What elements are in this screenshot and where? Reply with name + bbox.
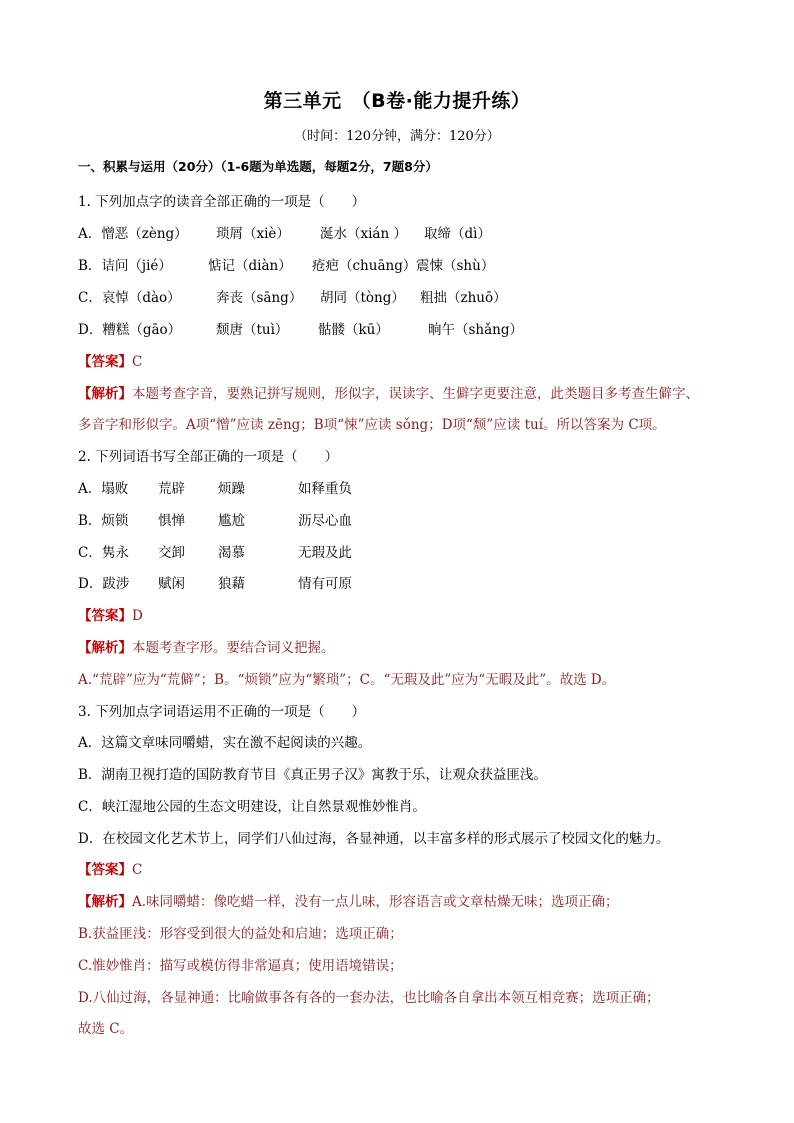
q1-option-a xyxy=(78,222,491,242)
option-part: 沥尽心血 xyxy=(298,513,352,529)
analysis-tag: 【解析】 xyxy=(78,640,132,656)
q3-option-a: A．这篇文章味同嚼蜡，实在激不起阅读的兴趣。 xyxy=(78,735,372,751)
answer-tag: 【答案】 xyxy=(78,862,132,878)
option-part: 尴尬 xyxy=(218,513,245,529)
analysis-text: 本题考查字形。要结合词义把握。 xyxy=(132,640,335,656)
option-part: 骷髅（kū） xyxy=(318,322,389,338)
option-part: 胡同（tòng） xyxy=(320,290,405,306)
option-part: B．诘问（jié） xyxy=(78,258,172,274)
q2-option-a xyxy=(78,477,352,497)
option-part: 情有可原 xyxy=(298,576,352,592)
option-part: B．烦锁 xyxy=(78,513,129,529)
option-part: 粗拙（zhuō） xyxy=(420,290,507,306)
section-heading: 一、积累与运用（20分）（1-6题为单选题，每题2分，7题8分） xyxy=(78,159,438,174)
analysis-text: A.味同嚼蜡：像吃蜡一样，没有一点儿味，形容语言或文章枯燥无味；选项正确； xyxy=(132,894,619,910)
q3-analysis-line: D.八仙过海，各显神通：比喻做事各有各的一套办法，也比喻各自拿出本领互相竞赛；选项正确； xyxy=(78,990,660,1006)
exam-info: （时间：120分钟，满分：120分） xyxy=(294,129,500,144)
option-part: 渴慕 xyxy=(218,545,245,561)
analysis-tag: 【解析】 xyxy=(78,894,132,910)
page-title: 第三单元 （B卷·能力提升练） xyxy=(263,90,531,112)
question-1-stem: 1. 下列加点字的读音全部正确的一项是（ ） xyxy=(78,194,366,210)
q1-option-b xyxy=(78,254,494,274)
option-part: 疮疤（chuāng） xyxy=(312,258,417,274)
q2-option-b xyxy=(78,509,352,529)
q2-option-c xyxy=(78,541,352,561)
q2-answer xyxy=(78,604,143,624)
analysis-text: 本题考查字音，要熟记拼写规则，形似字，误读字、生僻字更要注意，此类题目多考查生僻字、 xyxy=(132,386,699,402)
option-part: 震悚（shù） xyxy=(416,258,495,274)
q2-analysis xyxy=(78,636,335,656)
option-part: C．哀悼（dào） xyxy=(78,290,181,306)
option-part: 涎水（xián ） xyxy=(320,226,407,242)
answer-value: C xyxy=(132,862,143,878)
q2-analysis-cont: A.“荒辟”应为“荒僻”；B。“烦锁”应为“繁琐”；C。“无瑕及此”应为“无暇及此”。故选 D。 xyxy=(78,672,616,688)
option-part: A．憎恶（zèng） xyxy=(78,226,188,242)
option-part: 晌午（shǎng） xyxy=(428,322,524,338)
option-part: D．糟糕（gāo） xyxy=(78,322,182,338)
answer-tag: 【答案】 xyxy=(78,608,132,624)
option-part: 交卸 xyxy=(158,545,185,561)
question-2-stem: 2. 下列词语书写全部正确的一项是（ ） xyxy=(78,449,339,465)
option-part: 琐屑（xiè） xyxy=(216,226,290,242)
option-part: 如释重负 xyxy=(298,481,352,497)
answer-tag: 【答案】 xyxy=(78,354,132,370)
analysis-tag: 【解析】 xyxy=(78,386,132,402)
q3-analysis xyxy=(78,890,619,910)
q3-analysis-line: B.获益匪浅：形容受到很大的益处和启迪；选项正确； xyxy=(78,926,403,942)
option-part: 颓唐（tuì） xyxy=(216,322,289,338)
q1-analysis xyxy=(78,382,699,402)
question-3-stem: 3. 下列加点字词语运用不正确的一项是（ ） xyxy=(78,704,366,720)
q3-option-c: C．峡江湿地公园的生态文明建设，让自然景观惟妙惟肖。 xyxy=(78,799,426,815)
option-part: 无瑕及此 xyxy=(298,545,352,561)
q1-option-c xyxy=(78,286,507,306)
q1-option-d xyxy=(78,318,523,338)
option-part: 狼藉 xyxy=(218,576,245,592)
answer-value: D xyxy=(132,608,143,624)
option-part: D．跋涉 xyxy=(78,576,130,592)
q3-analysis-line: C.惟妙惟肖：描写或模仿得非常逼真；使用语境错误； xyxy=(78,958,403,974)
q3-answer xyxy=(78,858,142,878)
option-part: 荒辟 xyxy=(158,481,185,497)
option-part: 烦躁 xyxy=(218,481,245,497)
answer-value: C xyxy=(132,354,143,370)
option-part: A．塌败 xyxy=(78,481,129,497)
q3-option-b: B．湖南卫视打造的国防教育节目《真正男子汉》寓教于乐，让观众获益匪浅。 xyxy=(78,767,547,783)
option-part: 奔丧（sāng） xyxy=(216,290,303,306)
q2-option-d xyxy=(78,572,352,592)
q1-answer xyxy=(78,350,142,370)
q3-option-d: D．在校园文化艺术节上，同学们八仙过海，各显神通，以丰富多样的形式展示了校园文化的魅力。 xyxy=(78,831,670,847)
option-part: 赋闲 xyxy=(158,576,185,592)
option-part: 惧惮 xyxy=(158,513,185,529)
q1-analysis-cont: 多音字和形似字。A项“憎”应读 zēng；B项“悚”应读 sǒng；D项“颓”应读 tuí。所以答案为 C项。 xyxy=(78,417,666,433)
q3-analysis-line: 故选 C。 xyxy=(78,1021,134,1037)
option-part: 取缔（dì） xyxy=(424,226,491,242)
option-part: C．隽永 xyxy=(78,545,129,561)
option-part: 惦记（diàn） xyxy=(208,258,292,274)
